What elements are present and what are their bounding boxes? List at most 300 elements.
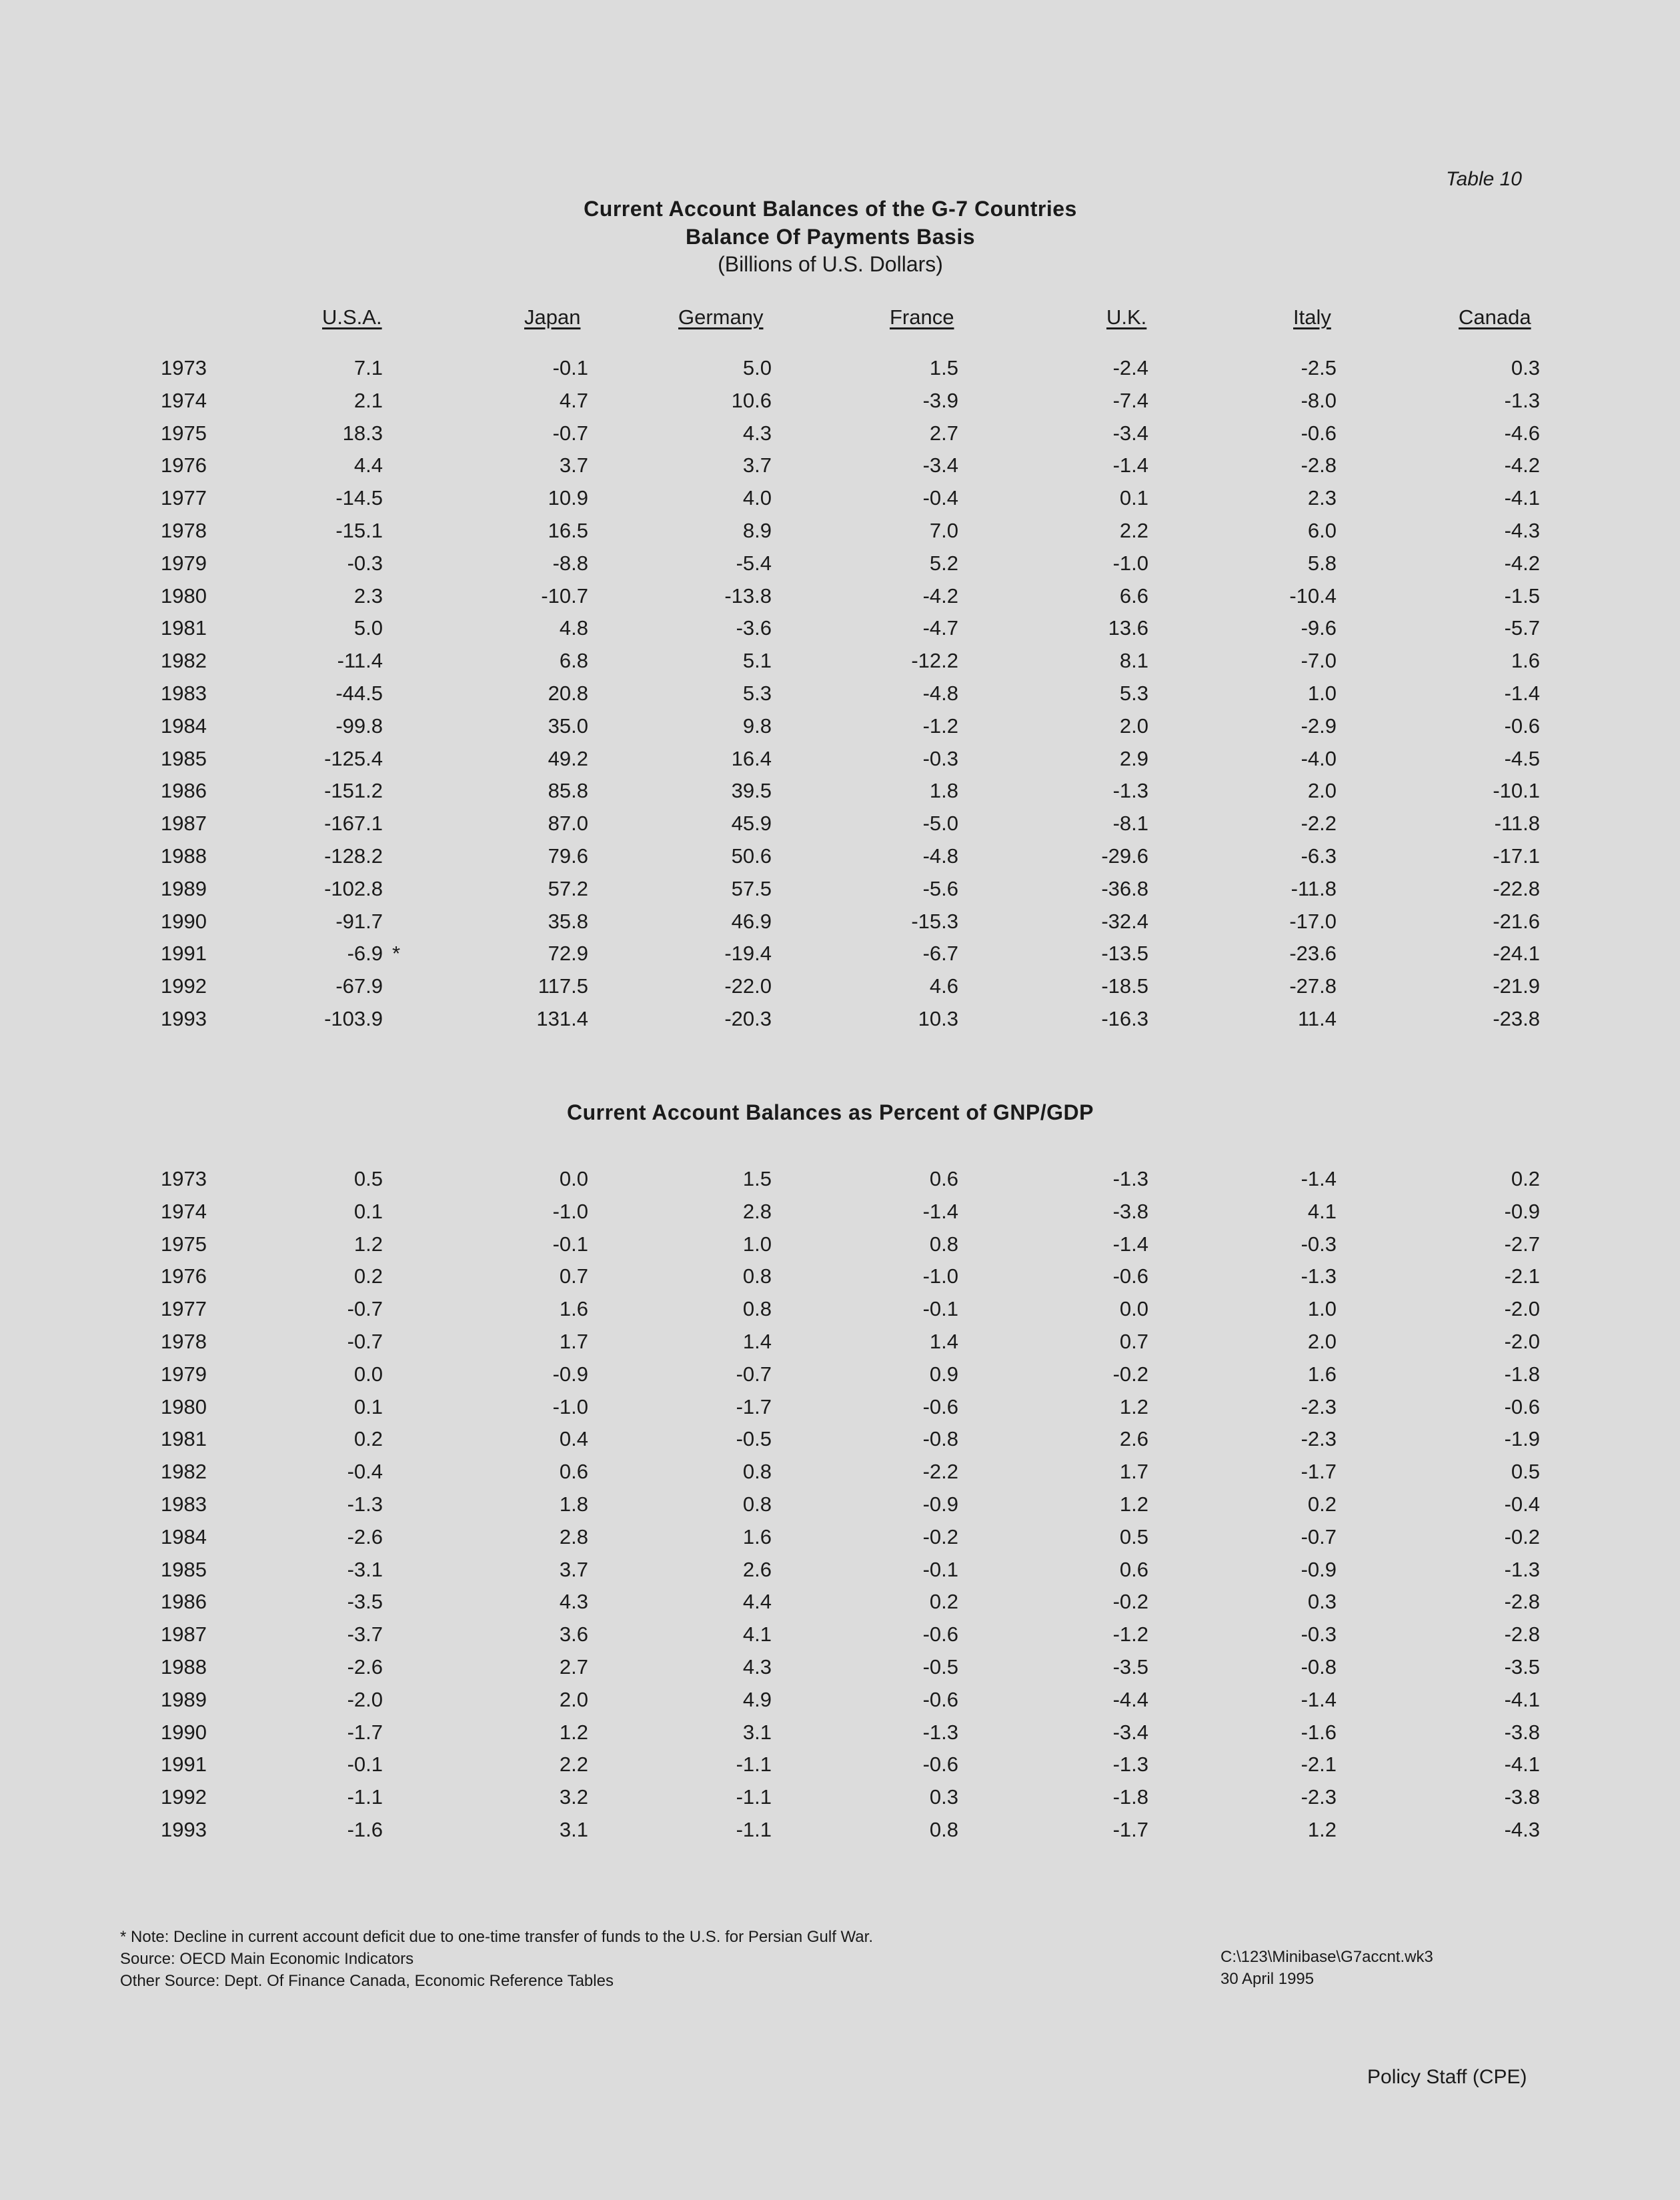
table-cell: -1.3 [1504,388,1540,412]
table-row [0,812,1680,844]
row-year: 1974 [161,1199,207,1223]
table-cell: -24.1 [1493,942,1540,966]
table-cell: -1.7 [736,1394,772,1418]
table-cell: -2.0 [1504,1297,1540,1321]
table-cell: -1.4 [1301,1167,1337,1190]
column-header-usa: U.S.A. [322,305,382,329]
table-cell: -5.4 [736,551,772,575]
table-cell: 1.2 [1119,1394,1148,1418]
table-cell: 0.8 [742,1492,772,1516]
table-cell: -0.6 [1504,714,1540,738]
table-cell: -15.3 [911,909,958,933]
table-cell: -16.3 [1101,1006,1148,1030]
table-row [0,1721,1680,1753]
table-cell: 2.7 [929,421,958,445]
table-cell: 5.1 [742,649,772,673]
row-year: 1986 [161,1590,207,1614]
table-row [0,1007,1680,1040]
column-header-canada: Canada [1459,305,1531,329]
table-row [0,421,1680,454]
table-cell: 4.3 [742,1655,772,1679]
table-cell: 16.4 [731,746,772,770]
table-cell: 87.0 [548,812,588,836]
table-cell: -167.1 [324,812,383,836]
table-cell: -8.8 [552,551,588,575]
table-cell: -44.5 [335,681,383,705]
table-cell: -1.3 [1112,1753,1148,1777]
table-units: (Billions of U.S. Dollars) [718,252,943,276]
table-cell: -102.8 [324,876,383,900]
table-row [0,1622,1680,1655]
table-cell: 3.6 [559,1622,588,1646]
table-cell: -1.3 [1112,779,1148,803]
table-cell: -11.8 [1291,876,1337,900]
table-cell: -3.8 [1112,1199,1148,1223]
table-cell: -1.3 [1112,1167,1148,1190]
table-cell: -2.8 [1504,1622,1540,1646]
table-cell: -99.8 [335,714,383,738]
table-cell: -3.5 [347,1590,383,1614]
table-cell: 39.5 [731,779,772,803]
table-cell: 0.2 [353,1264,383,1288]
table-cell: -11.4 [337,649,383,673]
table-cell: -2.7 [1504,1232,1540,1256]
table-cell: -1.9 [1504,1427,1540,1451]
table-cell: 3.7 [559,1557,588,1581]
table-subtitle: Balance Of Payments Basis [685,225,976,249]
table-row [0,1590,1680,1622]
table-cell: 1.7 [559,1329,588,1353]
table-cell: 85.8 [548,779,588,803]
table-row [0,1753,1680,1785]
table-cell: -1.4 [922,1199,958,1223]
table-cell: 4.3 [742,421,772,445]
table-cell: 10.3 [918,1006,958,1030]
table-cell: -3.4 [1112,1720,1148,1744]
table-cell: -2.0 [1504,1329,1540,1353]
table-cell: 2.6 [1119,1427,1148,1451]
table-cell: 2.3 [1307,486,1337,510]
table-cell: 4.8 [559,616,588,640]
table-cell: -0.6 [922,1394,958,1418]
table-cell: -2.8 [1504,1590,1540,1614]
table-row [0,844,1680,877]
table-cell: -4.7 [922,616,958,640]
table-cell: -0.3 [347,551,383,575]
table-cell: -17.1 [1493,844,1540,868]
table-cell: 2.2 [1119,518,1148,542]
row-year: 1977 [161,486,207,510]
table-cell: -8.0 [1301,388,1337,412]
table-cell: -0.5 [922,1655,958,1679]
title-block [434,195,1227,277]
table-cell: -13.5 [1101,942,1148,966]
table-cell: -1.8 [1504,1362,1540,1386]
column-header-italy: Italy [1293,305,1331,329]
table-cell: 1.4 [929,1329,958,1353]
table-cell: -1.1 [347,1785,383,1809]
table-cell: 0.6 [929,1167,958,1190]
column-header-germany: Germany [678,305,764,329]
table-cell: 1.8 [929,779,958,803]
table-cell: -91.7 [335,909,383,933]
table-cell: -2.0 [347,1687,383,1711]
table-cell: -10.4 [1289,584,1337,608]
table-cell: 5.3 [1119,681,1148,705]
row-year: 1973 [161,1167,207,1190]
table-cell: 0.0 [1119,1297,1148,1321]
table-cell: 0.5 [1119,1524,1148,1548]
row-year: 1979 [161,1362,207,1386]
row-year: 1981 [161,1427,207,1451]
table-cell: -1.7 [1301,1460,1337,1484]
table-row [0,974,1680,1007]
row-year: 1991 [161,1753,207,1777]
table-cell: -2.4 [1112,356,1148,379]
table-row [0,877,1680,910]
footnote-marker: * [392,942,401,966]
table-row [0,1362,1680,1395]
table-cell: 0.8 [929,1817,958,1841]
table-cell: -32.4 [1101,909,1148,933]
table-cell: -5.6 [922,876,958,900]
table-cell: -29.6 [1101,844,1148,868]
table-cell: -1.1 [736,1817,772,1841]
table-cell: 0.8 [742,1264,772,1288]
table-cell: 4.1 [742,1622,772,1646]
table-cell: -8.1 [1112,812,1148,836]
table-cell: 1.5 [929,356,958,379]
table-row [0,1492,1680,1525]
row-year: 1975 [161,1232,207,1256]
table-cell: 0.1 [353,1394,383,1418]
row-year: 1982 [161,649,207,673]
table-row [0,1525,1680,1558]
table-row [0,649,1680,682]
table-cell: -0.3 [1301,1232,1337,1256]
table-cell: 0.2 [929,1590,958,1614]
table-cell: -23.8 [1493,1006,1540,1030]
table-cell: 57.5 [731,876,772,900]
balances-table [0,356,1680,1040]
table-cell: 1.8 [559,1492,588,1516]
policy-staff: Policy Staff (CPE) [1367,2066,1527,2088]
table-cell: -3.6 [736,616,772,640]
source-note: Source: OECD Main Economic Indicators [120,1950,414,1968]
table-cell: -3.1 [347,1557,383,1581]
column-header-france: France [890,305,954,329]
table-row [0,1688,1680,1721]
table-cell: 3.1 [559,1817,588,1841]
table-cell: 0.8 [742,1297,772,1321]
table-cell: 57.2 [548,876,588,900]
section-title: Current Account Balances as Percent of GNP/GDP [566,1100,1094,1124]
table-cell: -1.0 [552,1199,588,1223]
table-cell: -0.7 [736,1362,772,1386]
table-cell: 72.9 [548,942,588,966]
table-title: Current Account Balances of the G-7 Countries [584,197,1077,221]
table-cell: 2.9 [1119,746,1148,770]
table-cell: 117.5 [538,974,588,998]
table-cell: -18.5 [1101,974,1148,998]
table-cell: -10.7 [541,584,588,608]
table-cell: -1.2 [922,714,958,738]
table-cell: -4.1 [1504,486,1540,510]
table-cell: 4.4 [353,453,383,477]
table-cell: -128.2 [324,844,383,868]
table-cell: -1.4 [1504,681,1540,705]
table-cell: -0.2 [922,1524,958,1548]
table-row [0,584,1680,617]
other-source-note: Other Source: Dept. Of Finance Canada, Economic Reference Tables [120,1972,614,1990]
row-year: 1989 [161,876,207,900]
table-row [0,779,1680,812]
table-cell: -1.3 [922,1720,958,1744]
row-year: 1985 [161,1557,207,1581]
row-year: 1990 [161,909,207,933]
table-cell: 2.3 [353,584,383,608]
table-cell: -0.8 [922,1427,958,1451]
table-cell: 1.7 [1119,1460,1148,1484]
table-cell: 8.1 [1119,649,1148,673]
table-row [0,389,1680,421]
table-cell: -0.6 [922,1622,958,1646]
table-cell: -0.9 [1301,1557,1337,1581]
row-year: 1983 [161,1492,207,1516]
table-cell: -0.6 [1112,1264,1148,1288]
table-cell: -2.6 [347,1655,383,1679]
table-cell: 2.0 [1307,779,1337,803]
row-year: 1976 [161,1264,207,1288]
table-cell: 10.9 [548,486,588,510]
row-year: 1985 [161,746,207,770]
table-cell: 6.6 [1119,584,1148,608]
table-cell: -0.2 [1504,1524,1540,1548]
table-cell: -4.3 [1504,1817,1540,1841]
row-year: 1984 [161,1524,207,1548]
table-cell: 4.0 [742,486,772,510]
table-cell: -10.1 [1493,779,1540,803]
table-cell: -21.6 [1493,909,1540,933]
table-cell: -2.5 [1301,356,1337,379]
table-cell: 46.9 [731,909,772,933]
table-cell: 2.0 [1119,714,1148,738]
table-cell: -3.8 [1504,1785,1540,1809]
table-cell: -4.1 [1504,1753,1540,1777]
table-cell: -0.1 [922,1297,958,1321]
row-year: 1992 [161,974,207,998]
table-cell: 0.8 [742,1460,772,1484]
table-cell: -0.9 [552,1362,588,1386]
table-cell: 0.5 [1511,1460,1540,1484]
table-cell: 13.6 [1108,616,1148,640]
table-cell: -36.8 [1101,876,1148,900]
table-row [0,486,1680,519]
table-cell: -1.3 [1301,1264,1337,1288]
table-cell: -1.0 [922,1264,958,1288]
table-cell: 35.0 [548,714,588,738]
table-cell: 1.0 [1307,681,1337,705]
table-cell: -0.3 [922,746,958,770]
row-year: 1984 [161,714,207,738]
table-cell: -3.5 [1504,1655,1540,1679]
table-row [0,552,1680,584]
table-cell: -22.8 [1493,876,1540,900]
table-row [0,1785,1680,1818]
table-cell: 7.1 [353,356,383,379]
table-cell: -0.1 [922,1557,958,1581]
table-cell: -2.3 [1301,1785,1337,1809]
table-cell: -6.7 [922,942,958,966]
row-year: 1992 [161,1785,207,1809]
table-cell: 0.6 [1119,1557,1148,1581]
table-cell: 2.8 [559,1524,588,1548]
table-cell: 9.8 [742,714,772,738]
table-cell: -1.3 [347,1492,383,1516]
table-cell: 5.2 [929,551,958,575]
table-row [0,616,1680,649]
table-cell: -9.6 [1301,616,1337,640]
table-row [0,1427,1680,1460]
table-cell: -3.4 [922,453,958,477]
table-cell: -15.1 [335,518,383,542]
table-cell: -0.6 [1504,1394,1540,1418]
table-cell: -67.9 [335,974,383,998]
table-cell: -4.2 [1504,453,1540,477]
table-cell: -0.9 [1504,1199,1540,1223]
table-cell: 4.4 [742,1590,772,1614]
table-cell: 1.2 [353,1232,383,1256]
table-cell: 4.7 [559,388,588,412]
table-cell: -103.9 [324,1006,383,1030]
row-year: 1993 [161,1006,207,1030]
table-cell: 4.3 [559,1590,588,1614]
table-cell: -1.4 [1112,453,1148,477]
column-header-japan: Japan [524,305,581,329]
table-cell: -14.5 [335,486,383,510]
table-cell: -4.8 [922,844,958,868]
table-cell: -0.4 [922,486,958,510]
table-cell: 11.4 [1297,1006,1337,1030]
file-reference [1220,1946,1433,1990]
table-cell: -1.6 [347,1817,383,1841]
table-cell: -12.2 [911,649,958,673]
table-cell: -3.4 [1112,421,1148,445]
table-cell: 2.1 [353,388,383,412]
table-cell: 35.8 [548,909,588,933]
table-cell: 1.6 [742,1524,772,1548]
table-row [0,1818,1680,1851]
row-year: 1988 [161,1655,207,1679]
table-cell: 0.0 [559,1167,588,1190]
table-cell: -0.2 [1112,1362,1148,1386]
table-cell: -2.2 [1301,812,1337,836]
footnote: * Note: Decline in current account deficit due to one-time transfer of funds to the U.S. for Persian Gulf War. [120,1928,873,1946]
table-cell: 0.7 [559,1264,588,1288]
table-cell: 3.1 [742,1720,772,1744]
table-cell: -0.4 [347,1460,383,1484]
row-year: 1979 [161,551,207,575]
table-cell: 7.0 [929,518,958,542]
table-cell: 1.2 [1119,1492,1148,1516]
row-year: 1982 [161,1460,207,1484]
table-cell: -2.3 [1301,1427,1337,1451]
row-year: 1993 [161,1817,207,1841]
table-cell: 4.9 [742,1687,772,1711]
table-cell: 1.5 [742,1167,772,1190]
row-year: 1976 [161,453,207,477]
table-cell: 0.3 [1307,1590,1337,1614]
table-cell: 50.6 [731,844,772,868]
table-cell: 5.8 [1307,551,1337,575]
table-row [0,714,1680,747]
table-number: Table 10 [1446,168,1522,190]
table-cell: -0.5 [736,1427,772,1451]
table-cell: -151.2 [324,779,383,803]
table-cell: -4.0 [1301,746,1337,770]
table-row [0,1330,1680,1362]
table-cell: 2.6 [742,1557,772,1581]
table-cell: -22.0 [724,974,772,998]
table-cell: -4.8 [922,681,958,705]
table-cell: -1.2 [1112,1622,1148,1646]
table-row [0,356,1680,389]
table-cell: -1.6 [1301,1720,1337,1744]
table-row [0,1395,1680,1428]
table-row [0,1460,1680,1492]
table-cell: 16.5 [548,518,588,542]
table-cell: -4.6 [1504,421,1540,445]
table-cell: -1.7 [1112,1817,1148,1841]
table-cell: 1.6 [1307,1362,1337,1386]
table-cell: 79.6 [548,844,588,868]
row-year: 1980 [161,584,207,608]
table-cell: -5.0 [922,812,958,836]
table-cell: 0.8 [929,1232,958,1256]
table-cell: -21.9 [1493,974,1540,998]
table-cell: 0.3 [1511,356,1540,379]
row-year: 1975 [161,421,207,445]
table-cell: -4.5 [1504,746,1540,770]
table-cell: -1.4 [1112,1232,1148,1256]
table-cell: -20.3 [724,1006,772,1030]
table-cell: 0.5 [353,1167,383,1190]
table-cell: 5.0 [353,616,383,640]
table-cell: -4.2 [922,584,958,608]
table-cell: 2.7 [559,1655,588,1679]
table-cell: -1.5 [1504,584,1540,608]
table-row [0,910,1680,942]
table-cell: -0.1 [552,356,588,379]
table-row [0,1264,1680,1297]
table-cell: 0.7 [1119,1329,1148,1353]
table-cell: 20.8 [548,681,588,705]
table-cell: -1.1 [736,1785,772,1809]
table-row [0,682,1680,714]
table-cell: -3.8 [1504,1720,1540,1744]
table-row [0,1558,1680,1590]
row-year: 1988 [161,844,207,868]
row-year: 1978 [161,1329,207,1353]
table-cell: -2.8 [1301,453,1337,477]
table-cell: -1.8 [1112,1785,1148,1809]
table-cell: -6.9 [347,942,383,966]
table-cell: -0.4 [1504,1492,1540,1516]
table-cell: 0.3 [929,1785,958,1809]
table-cell: -1.4 [1301,1687,1337,1711]
table-cell: 2.0 [1307,1329,1337,1353]
table-row [0,1200,1680,1232]
